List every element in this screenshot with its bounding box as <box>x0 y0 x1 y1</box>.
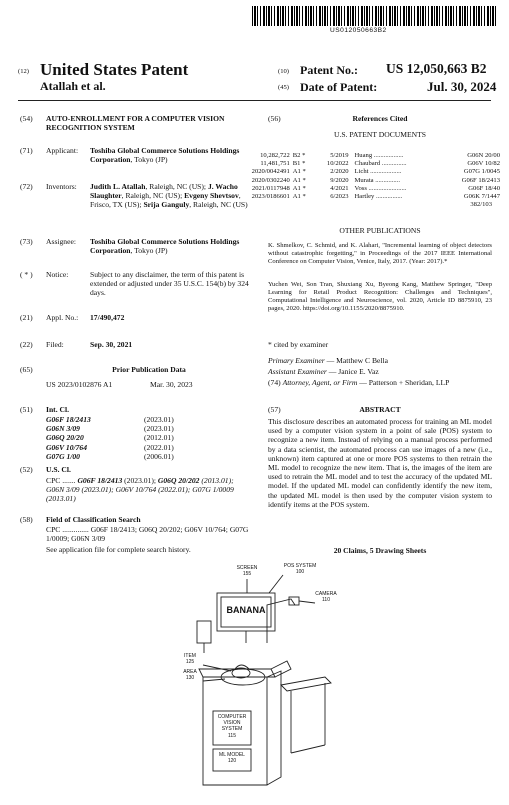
abstract-heading: ABSTRACT <box>359 405 401 414</box>
appl-no-label: Appl. No.: <box>46 313 79 322</box>
us-cl-cpc: CPC ....... G06F 18/2413 (2023.01); G06Q 20/202 (2013.01); G06N 3/09 (2023.01); G06V 10/764 (2022.01); G07G 1/0009 (2013.01) <box>46 476 234 504</box>
tag-56: (56) <box>268 114 281 123</box>
tag-71: (71) <box>20 146 33 155</box>
screen-display-text: BANANA <box>226 605 266 615</box>
assignee-value: Toshiba Global Commerce Solutions Holdings Corporation, Tokyo (JP) <box>90 237 240 256</box>
reference-row: 2020/0042491 A1 * 2/2020 Licht ................... G07G 1/0045 <box>251 168 500 176</box>
patent-kind-title: United States Patent <box>40 60 189 79</box>
assistant-examiner: Assistant Examiner — Janice E. Vaz <box>268 367 379 376</box>
other-publications-heading: OTHER PUBLICATIONS <box>339 226 421 235</box>
ml-model-label: ML MODEL 120 <box>219 752 245 765</box>
notice-text: Subject to any disclaimer, the term of this patent is extended or adjusted under 35 U.S.C. 154(b) by 324 days. <box>90 270 249 298</box>
cited-by-examiner: * cited by examiner <box>268 340 329 349</box>
invention-title: AUTO-ENROLLMENT FOR A COMPUTER VISION RECOGNITION SYSTEM <box>46 114 225 133</box>
item-label: ITEM 125 <box>184 653 196 665</box>
item-shape <box>232 668 250 678</box>
notice-label: Notice: <box>46 270 69 279</box>
search-field-note: See application file for complete search history. <box>46 545 191 554</box>
tag-notice: ( * ) <box>20 270 33 279</box>
date-label: Date of Patent: <box>300 80 378 94</box>
prior-pub-heading: Prior Publication Data <box>112 365 186 374</box>
int-cl-list <box>46 415 246 461</box>
tag-58: (58) <box>20 515 33 524</box>
reference-row: 2020/0302240 A1 * 9/2020 Murata ............... G06F 18/2413 <box>251 176 500 184</box>
camera-label: CAMERA 110 <box>315 591 337 603</box>
area-label: AREA 130 <box>183 669 197 681</box>
applicant-label: Applicant: <box>46 146 79 155</box>
tag-45: (45) <box>278 84 289 91</box>
other-publication-2: Yuchen Wei, Son Tran, Shuxiang Xu, Byeong Kang, Matthew Springer, "Deep Learning for Retail Product Recognition: Challenges and Techniques", Computational Intelligence and Neuroscience, vol. 2020, Article ID 8875910, 23 pages, 2020. https://doi.org/10.1155/2020/8875910. <box>268 281 492 312</box>
tag-10: (10) <box>278 68 289 75</box>
applicant-short: Atallah et al. <box>40 79 106 93</box>
prior-pub-date: Mar. 30, 2023 <box>150 380 193 389</box>
reference-row: 10,282,722 B2 * 5/2019 Huang .................. G06N 20/00 <box>260 152 500 159</box>
primary-examiner: Primary Examiner — Matthew C Bella <box>268 356 389 365</box>
tag-73: (73) <box>20 237 33 246</box>
filed-value: Sep. 30, 2021 <box>90 340 133 349</box>
applicant-value: Toshiba Global Commerce Solutions Holdings Corporation, Tokyo (JP) <box>90 146 240 165</box>
representative-figure <box>155 565 375 797</box>
assignee-label: Assignee: <box>46 237 76 246</box>
patent-date: Jul. 30, 2024 <box>427 79 497 94</box>
other-publication-1: K. Shmelkov, C. Schmid, and K. Alahari, "Incremental learning of object detectors without catastrophic forgetting," in Proceedings of the 2017 IEEE International Conference on Computer Vision, Venice, Italy, 2017. (Year: 2017).* <box>268 242 492 265</box>
filed-label: Filed: <box>46 340 64 349</box>
int-cl-heading: Int. Cl. <box>46 405 69 414</box>
barcode-number: US012050663B2 <box>330 27 387 34</box>
references-table <box>222 152 500 209</box>
tag-72: (72) <box>20 182 33 191</box>
tag-21: (21) <box>20 313 33 322</box>
cvs-label: COMPUTER VISION SYSTEM 115 <box>217 714 247 739</box>
inventors-label: Inventors: <box>46 182 77 191</box>
inventors-list: Judith L. Atallah, Raleigh, NC (US); J. Wacho Slaughter, Raleigh, NC (US); Evgeny Shevtsov, Frisco, TX (US); Srija Ganguly, Raleigh, NC (US) <box>90 182 248 210</box>
int-cl-row: G06N 3/09 (2023.01) <box>46 424 174 434</box>
search-field-heading: Field of Classification Search <box>46 515 141 524</box>
tag-52: (52) <box>20 465 33 474</box>
reference-row: 11,481,751 B1 * 10/2022 Chaubard ............... G06V 10/82 <box>260 160 500 168</box>
tag-12: (12) <box>18 68 29 75</box>
us-cl-heading: U.S. Cl. <box>46 465 71 474</box>
tag-22: (22) <box>20 340 33 349</box>
us-patent-docs-heading: U.S. PATENT DOCUMENTS <box>334 130 426 139</box>
reference-row: 2021/0117948 A1 * 4/2021 Voss ....................... G06F 18/40 <box>251 184 500 192</box>
references-heading: References Cited <box>352 114 408 123</box>
int-cl-row: G06F 18/2413 (2023.01) <box>46 415 174 424</box>
tag-65: (65) <box>20 365 33 374</box>
appl-no-value: 17/490,472 <box>90 313 125 322</box>
figure-drawing <box>155 565 375 797</box>
tag-54: (54) <box>20 114 33 123</box>
patent-number: US 12,050,663 B2 <box>386 61 487 76</box>
reference-row: 2023/0186601 A1 * 6/2023 Hartley ................ G06K 7/1447 <box>251 193 500 201</box>
int-cl-row: G07G 1/00 (2006.01) <box>46 451 174 461</box>
int-cl-row: G06V 10/764 (2022.01) <box>46 442 174 452</box>
abstract-text: This disclosure describes an automated process for training an ML model used by a computer vision system in a point of sale (POS) system to recognize a new item. Instead of relying on a manual process performed by a data scientist, the automated process can use images of a new (i.e., unknown) item captured at one or more POS systems to then retrain the ML model to recognize the new item. That is, the images of the item are used to retrain the ML model and to test the accuracy of the updated ML model. If the updated ML model can confidently identify the new item, the updated ML model is then used by the computer vision system to identify items at the POS system. <box>268 417 492 509</box>
screen-label: SCREEN 155 <box>236 565 258 577</box>
barcode-image <box>252 6 498 26</box>
reference-row-extra: 382/103 <box>470 201 492 209</box>
patent-no-label: Patent No.: <box>300 63 358 77</box>
header-divider <box>18 100 491 101</box>
claims-summary: 20 Claims, 5 Drawing Sheets <box>333 546 427 555</box>
prior-pub-number: US 2023/0102876 A1 <box>46 380 113 389</box>
tag-57: (57) <box>268 405 281 414</box>
attorney: (74) Attorney, Agent, or Firm — Patterson + Sheridan, LLP <box>268 378 450 387</box>
search-field-cpc: CPC .............. G06F 18/2413; G06Q 20/202; G06V 10/764; G07G 1/0009; G06N 3/09 <box>46 525 249 544</box>
pos-system-label: POS SYSTEM 100 <box>283 563 317 575</box>
tag-51: (51) <box>20 405 33 414</box>
int-cl-row: G06Q 20/20 (2012.01) <box>46 433 174 443</box>
